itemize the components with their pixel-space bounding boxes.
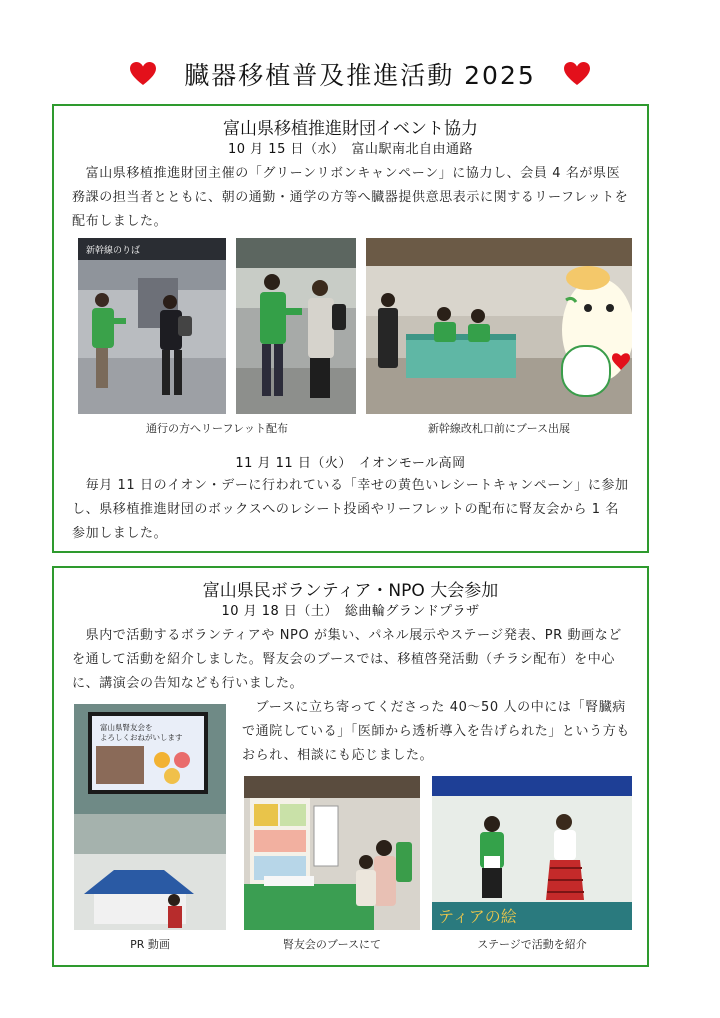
svg-text:富山県腎友会を: 富山県腎友会を [100, 723, 153, 732]
heart-icon [564, 62, 590, 86]
photo-caption: 通行の方へリーフレット配布 [146, 422, 288, 435]
page-title: 臓器移植普及推進活動 2025 [184, 61, 536, 90]
section-transplant-foundation-event [52, 104, 649, 553]
page-header [0, 56, 720, 92]
section-title: 富山県移植推進財団イベント協力 [223, 119, 478, 139]
section-volunteer-npo-convention [52, 566, 649, 967]
staff-handing-leaflet-photo [236, 238, 356, 414]
section-title: 富山県民ボランティア・NPO 大会参加 [202, 581, 499, 601]
photo-caption: 腎友会のブースにて [282, 938, 382, 951]
event-date-location: 10 月 15 日（水） 富山駅南北自由通路 [228, 142, 473, 157]
booth-photo [244, 776, 420, 930]
event-description: 毎月 11 日のイオン・デーに行われている「幸せの黄色いレシートキャンペーン」に参加し、県移植推進財団のボックスへのレシート投函やリーフレットの配布に腎友会から 1 名参加しました。 [72, 478, 629, 541]
stage-banner-text: ティアの絵 [438, 907, 517, 926]
heart-icon [130, 62, 156, 86]
booth-at-gate-photo [366, 238, 632, 414]
event-description: ブースに立ち寄ってくださった 40〜50 人の中には「腎臓病で通院している」「医師から透析導入を告げられた」という方もおられ、相談にも応じました。 [242, 700, 630, 763]
station-leaflet-photo [78, 238, 226, 414]
event-date-location: 10 月 18 日（土） 総曲輪グランドプラザ [221, 604, 480, 619]
svg-text:よろしくおねがいします: よろしくおねがいします [100, 733, 183, 742]
event-description: 県内で活動するボランティアや NPO が集い、パネル展示やステージ発表、PR 動画などを通して活動を紹介しました。腎友会のブースでは、移植啓発活動（チラシ配布）を中心に、講演会の告知なども行いました。 [72, 628, 622, 691]
event-description: 富山県移植推進財団主催の「グリーンリボンキャンペーン」に協力し、会員 4 名が県医務課の担当者とともに、朝の通勤・通学の方等へ臓器提供意思表示に関するリーフレットを配布しました。 [72, 166, 629, 229]
photo-caption: 新幹線改札口前にブース出展 [427, 422, 571, 435]
station-sign-text: 新幹線のりば [86, 246, 141, 256]
stage-photo [432, 776, 632, 930]
event-date-location: 11 月 11 日（火） イオンモール高岡 [235, 456, 466, 471]
photo-caption: ステージで活動を紹介 [477, 938, 587, 951]
pr-video-photo [74, 704, 226, 930]
photo-caption: PR 動画 [130, 938, 170, 951]
